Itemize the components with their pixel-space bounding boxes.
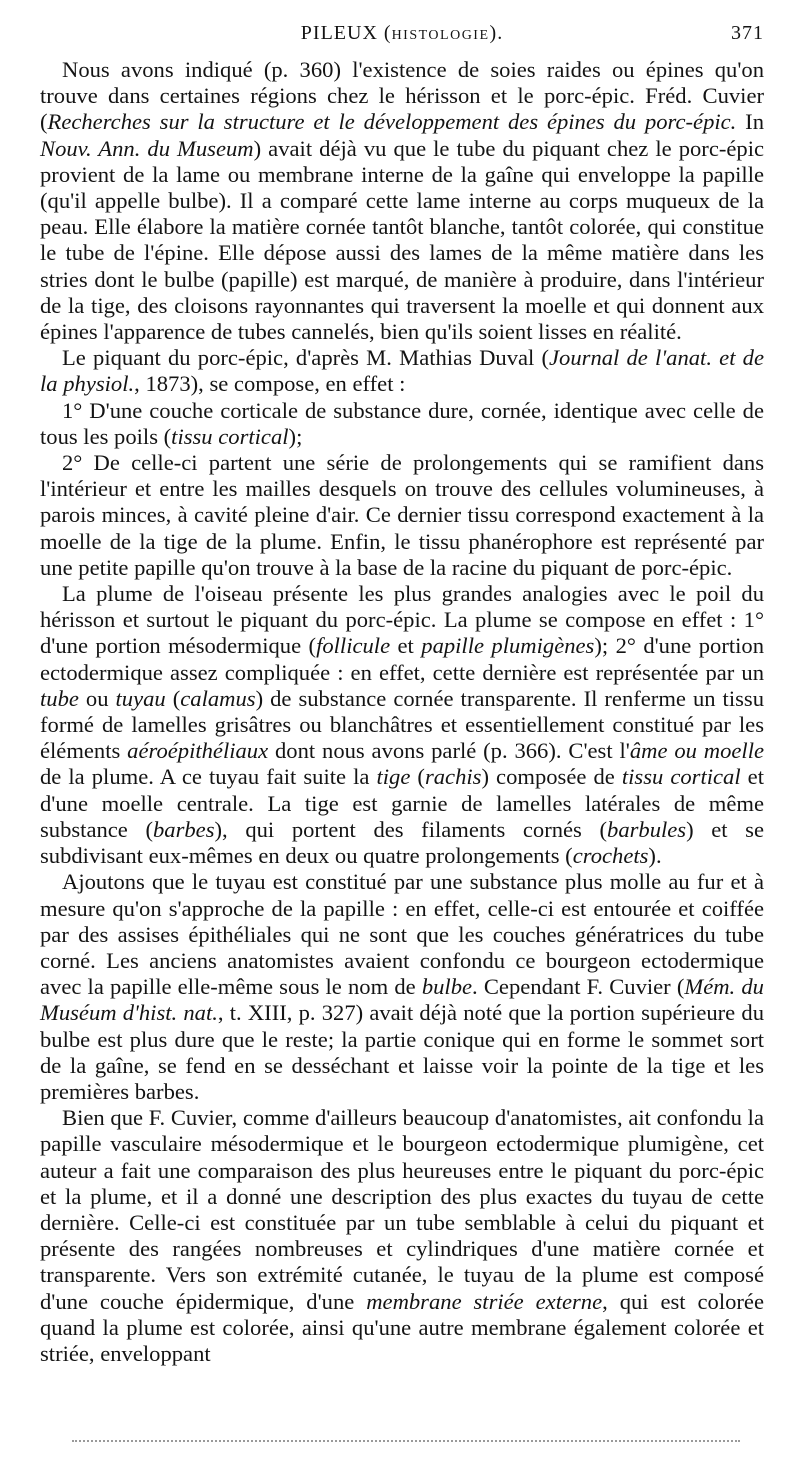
- text-run: La plume de l'oiseau présente les plus grandes analogies avec le poil du hérisson et surtout le piquant du porc-épic. La plume se compose en effet : 1° d'une portion mésodermique (: [40, 581, 764, 659]
- paragraph-2: [40, 345, 764, 397]
- italic-run: tuyau: [115, 685, 166, 711]
- text-run: 2° De celle-ci partent une série de prolongements qui se ramifient dans l'intérieur et entre les mailles desquels on trouve des cellules volumineuses, à parois minces, à cavité pleine d'air. Ce dernier tissu correspond exactement à la moelle de la tige de la plume. Enfin, le tissu phanérophore est représenté par une petite papille qu'on trouve à la base de la racine du piquant de porc-épic.: [40, 450, 764, 580]
- text-run: ) avait déjà vu que le tube du piquant chez le porc-épic provient de la lame ou membrane interne de la gaîne qui enveloppe la papille (qu'il appelle bulbe). Il a comparé cette lame interne au corps muqueux de la peau. Elle élabore la matière cornée tantôt blanche, tantôt colorée, qui constitue le tube de l'épine. Elle dépose aussi des lames de la même matière dans les stries dont le bulbe (papille) est marqué, de manière à produire, dans l'intérieur de la tige, des cloisons rayonnantes qui traversent la moelle et qui donnent aux épines l'apparence de tubes cannelés, bien qu'ils soient lisses en réalité.: [40, 135, 765, 345]
- text-run: , t. XIII, p. 327) avait déjà noté que la portion supérieure du bulbe est plus dure que le reste; la partie conique qui en forme le sommet sort de la gaîne, se fend en se desséchant et laisse voir la pointe de la tige et les premières barbes.: [40, 1000, 764, 1104]
- text-run: . Cependant F. Cuvier (: [472, 974, 685, 1000]
- running-head: [40, 22, 764, 45]
- text-run: );: [288, 423, 303, 449]
- text-run: In: [736, 109, 764, 135]
- paragraph-4: [40, 450, 764, 581]
- italic-run: follicule: [316, 633, 391, 659]
- text-run: et d'une moelle centrale. La tige est garnie de lamelles latérales de même substance (: [40, 764, 764, 842]
- italic-run: tissu cortical: [171, 423, 289, 449]
- text-run: ) composée de: [481, 764, 622, 790]
- italic-run: bulbe: [421, 974, 473, 1000]
- text-run: ), qui portent des filaments cornés (: [214, 816, 608, 842]
- italic-run: tube: [40, 685, 79, 711]
- text-run: 1° D'une couche corticale de substance dure, cornée, identique avec celle de tous les poils (: [40, 397, 764, 449]
- italic-run: Mém. du Muséum d'hist. nat.: [40, 974, 764, 1026]
- italic-run: barbes: [153, 816, 215, 842]
- italic-run: Journal de l'anat. et de la physiol.: [40, 345, 764, 397]
- paragraph-3: [40, 398, 764, 450]
- footer-dotted-rule: [72, 1440, 740, 1442]
- paragraph-7: [40, 1105, 764, 1367]
- italic-run: Recherches sur la structure et le développement des épines du porc-épic.: [47, 109, 737, 135]
- text-run: ); 2° d'une portion ectodermique assez compliquée : en effet, cette dernière est représentée par un: [40, 633, 764, 685]
- page-number: 371: [731, 22, 764, 44]
- text-run: (: [165, 685, 181, 711]
- text-run: Ajoutons que le tuyau est constitué par une substance plus molle au fur et à mesure qu'on s'approche de la papille : en effet, celle-ci est entourée et coiffée par des assises épithéliales qui ne sont que les couches génératrices du tube corné. Les anciens anatomistes avaient confondu ce bourgeon ectodermique avec la papille elle-même sous le nom de: [40, 869, 764, 1000]
- italic-run: tissu cortical: [621, 764, 741, 790]
- running-head-close: ).: [489, 22, 504, 44]
- paragraph-1: [40, 57, 764, 345]
- paragraph-5: [40, 581, 764, 869]
- text-run: ) de substance cornée transparente. Il renferme un tissu formé de lamelles grisâtres ou blanchâtres et essentiellement constitué par les éléments: [40, 685, 764, 764]
- page-header: [40, 22, 764, 52]
- italic-run: tige: [376, 764, 411, 790]
- text-run: , qui est colorée quand la plume est colorée, ainsi qu'une autre membrane également colorée et striée, enveloppant: [40, 1288, 764, 1366]
- text-run: ).: [648, 843, 662, 869]
- italic-run: barbules: [607, 816, 687, 842]
- paragraph-6: [40, 869, 764, 1105]
- text-run: ) et se subdivisant eux-mêmes en deux ou quatre prolongements (: [40, 816, 764, 869]
- italic-run: âme ou moelle: [629, 738, 764, 764]
- italic-run: rachis: [424, 764, 482, 790]
- italic-run: papille plumigènes: [421, 633, 595, 659]
- text-run: et: [390, 633, 422, 659]
- italic-run: calamus: [180, 685, 256, 711]
- text-run: Nous avons indiqué (p. 360) l'existence de soies raides ou épines qu'on trouve dans certaines régions chez le hérisson et le porc-épic. Fréd. Cuvier (: [40, 57, 764, 135]
- text-run: , 1873), se compose, en effet :: [134, 371, 406, 397]
- text-run: dont nous avons parlé (p. 366). C'est l': [268, 738, 630, 764]
- text-run: de la plume. A ce tuyau fait suite la: [40, 764, 377, 790]
- body-text: [40, 57, 764, 1367]
- text-run: Bien que F. Cuvier, comme d'ailleurs beaucoup d'anatomistes, ait confondu la papille vasculaire mésodermique et le bourgeon ectodermique plumigène, cet auteur a fait une comparaison des plus heureuses entre le piquant du porc-épic et la plume, et il a donné une description des plus exactes du tuyau de cette dernière. Celle-ci est constituée par un tube semblable à celui du piquant et présente des rangées nombreuses et cylindriques d'une matière cornée et transparente. Vers son extrémité cutanée, le tuyau de la plume est composé d'une couche épidermique, d'une: [40, 1105, 764, 1314]
- italic-run: aéroépithéliaux: [127, 738, 269, 764]
- italic-run: membrane striée externe: [366, 1288, 603, 1314]
- running-head-subtitle: HISTOLOGIE: [391, 28, 490, 43]
- text-run: Le piquant du porc-épic, d'après M. Mathias Duval (: [62, 345, 550, 371]
- italic-run: crochets: [572, 843, 649, 869]
- italic-run: Nouv. Ann. du Museum: [40, 135, 254, 161]
- running-head-title: PILEUX (: [300, 22, 392, 44]
- text-run: ou: [78, 685, 116, 711]
- text-run: (: [410, 764, 425, 790]
